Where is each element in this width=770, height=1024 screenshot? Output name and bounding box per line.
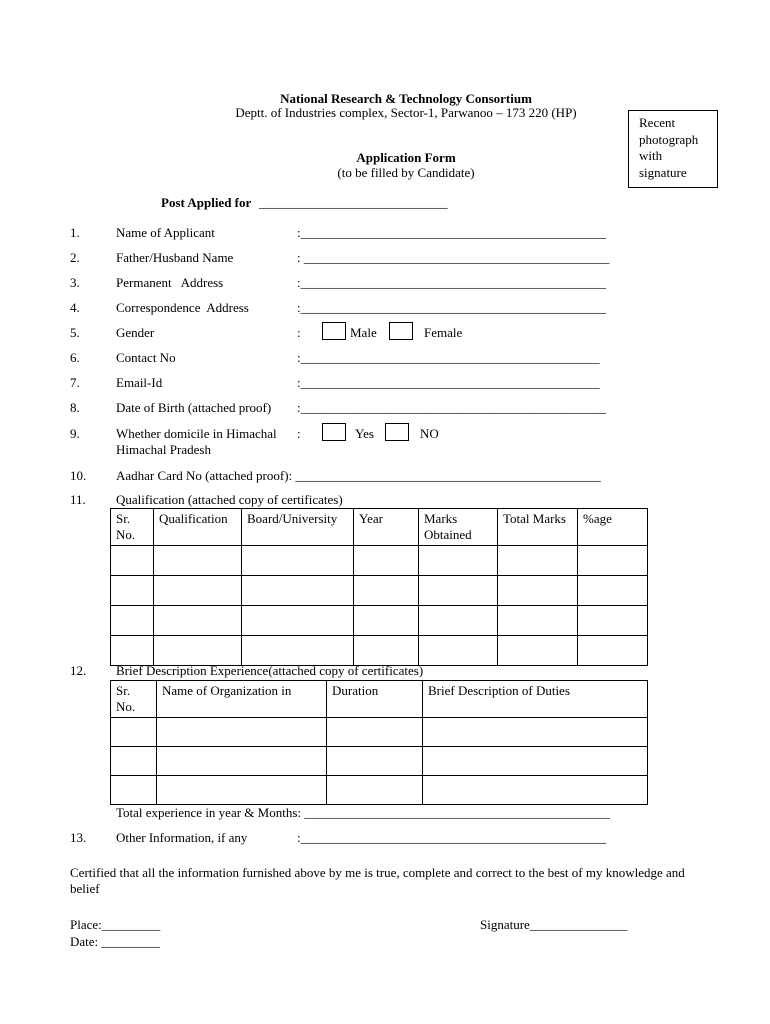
column-header: Qualification (154, 509, 242, 546)
table-cell[interactable] (157, 747, 327, 776)
table-cell[interactable] (498, 606, 578, 636)
table-cell[interactable] (154, 636, 242, 666)
field-number: 5. (70, 325, 80, 340)
field-number: 8. (70, 400, 80, 415)
table-cell[interactable] (419, 576, 498, 606)
table-cell[interactable] (327, 776, 423, 805)
column-header: Sr. No. (111, 509, 154, 546)
column-header: Brief Description of Duties (423, 681, 648, 718)
table-cell[interactable] (423, 718, 648, 747)
table-cell[interactable] (111, 776, 157, 805)
field-number: 10. (70, 468, 87, 483)
domicile-label-line1: Whether domicile in Himachal (116, 426, 277, 441)
table-cell[interactable] (423, 747, 648, 776)
contact-no-label: Contact No (116, 350, 176, 365)
date-of-birth-label: Date of Birth (attached proof) (116, 400, 272, 415)
table-cell[interactable] (498, 576, 578, 606)
table-cell[interactable] (498, 546, 578, 576)
female-checkbox[interactable] (389, 322, 413, 340)
table-header-row (111, 681, 648, 718)
table-cell[interactable] (354, 576, 419, 606)
table-cell[interactable] (154, 576, 242, 606)
male-label: Male (350, 325, 377, 340)
table-cell[interactable] (242, 546, 354, 576)
table-cell[interactable] (578, 636, 648, 666)
table-cell[interactable] (327, 747, 423, 776)
column-header: %age (578, 509, 648, 546)
column-header: Year (354, 509, 419, 546)
yes-label: Yes (355, 426, 374, 441)
column-header: Board/University (242, 509, 354, 546)
table-row (111, 546, 648, 576)
gender-label: Gender (116, 325, 155, 340)
table-cell[interactable] (419, 606, 498, 636)
aadhar-field[interactable]: Aadhar Card No (attached proof): _______________________________________________ (116, 468, 601, 483)
field-number: 9. (70, 426, 80, 441)
name-of-applicant-label: Name of Applicant (116, 225, 215, 240)
domicile-label-line2: Himachal Pradesh (116, 442, 211, 457)
table-cell[interactable] (354, 546, 419, 576)
table-cell[interactable] (354, 636, 419, 666)
table-row (111, 576, 648, 606)
table-cell[interactable] (578, 576, 648, 606)
table-cell[interactable] (242, 576, 354, 606)
table-cell[interactable] (498, 636, 578, 666)
certification-text-line2: belief (70, 881, 100, 896)
table-cell[interactable] (111, 576, 154, 606)
correspondence-address-field[interactable]: :_______________________________________________ (297, 300, 607, 315)
table-row (111, 718, 648, 747)
field-number: 11. (70, 492, 86, 507)
domicile-no-checkbox[interactable] (385, 423, 409, 441)
father-husband-name-label: Father/Husband Name (116, 250, 234, 265)
domicile-yes-checkbox[interactable] (322, 423, 346, 441)
table-cell[interactable] (157, 776, 327, 805)
experience-title: Brief Description Experience(attached copy of certificates) (116, 663, 424, 678)
column-header: Total Marks (498, 509, 578, 546)
other-information-field[interactable]: :_______________________________________________ (297, 830, 607, 845)
column-header: Marks Obtained (419, 509, 498, 546)
contact-no-field[interactable]: :______________________________________________ (297, 350, 600, 365)
table-cell[interactable] (111, 636, 154, 666)
father-husband-name-field[interactable]: : _______________________________________________ (297, 250, 610, 265)
table-row (111, 776, 648, 805)
permanent-address-label: Permanent Address (116, 275, 224, 290)
email-id-field[interactable]: :______________________________________________ (297, 375, 600, 390)
field-number: 13. (70, 830, 87, 845)
correspondence-address-label: Correspondence Address (116, 300, 249, 315)
table-row (111, 636, 648, 666)
table-cell[interactable] (111, 747, 157, 776)
photo-box-label: Recent photograph with signature (639, 115, 699, 180)
female-label: Female (424, 325, 463, 340)
table-cell[interactable] (578, 606, 648, 636)
table-cell[interactable] (423, 776, 648, 805)
table-cell[interactable] (354, 606, 419, 636)
signature-field[interactable]: Signature_______________ (480, 917, 628, 932)
column-header: Duration (327, 681, 423, 718)
name-of-applicant-field[interactable]: :_______________________________________________ (297, 225, 607, 240)
organization-address: Deptt. of Industries complex, Sector-1, Parwanoo – 173 220 (HP) (235, 105, 577, 120)
field-number: 1. (70, 225, 80, 240)
domicile-colon: : (297, 426, 301, 441)
field-number: 2. (70, 250, 80, 265)
gender-colon: : (297, 325, 301, 340)
table-row (111, 747, 648, 776)
field-number: 4. (70, 300, 80, 315)
table-cell[interactable] (154, 606, 242, 636)
table-cell[interactable] (419, 636, 498, 666)
table-cell[interactable] (327, 718, 423, 747)
table-cell[interactable] (111, 606, 154, 636)
table-cell[interactable] (578, 546, 648, 576)
table-cell[interactable] (242, 606, 354, 636)
qualification-table (110, 508, 648, 666)
column-header: Sr. No. (111, 681, 157, 718)
table-cell[interactable] (154, 546, 242, 576)
table-cell[interactable] (111, 546, 154, 576)
field-number: 12. (70, 663, 87, 678)
field-number: 3. (70, 275, 80, 290)
other-information-label: Other Information, if any (116, 830, 248, 845)
qualification-title: Qualification (attached copy of certificates) (116, 492, 343, 507)
email-id-label: Email-Id (116, 375, 163, 390)
field-number: 7. (70, 375, 80, 390)
experience-table (110, 680, 648, 805)
certification-text-line1: Certified that all the information furnished above by me is true, complete and correct to the best of my knowledge and (70, 865, 685, 880)
form-subtitle: (to be filled by Candidate) (337, 165, 475, 180)
organization-name: National Research & Technology Consortium (280, 91, 532, 106)
column-header: Name of Organization in (157, 681, 327, 718)
table-cell[interactable] (242, 636, 354, 666)
form-title: Application Form (356, 150, 456, 165)
table-cell[interactable] (157, 718, 327, 747)
date-of-birth-field[interactable]: :_______________________________________________ (297, 400, 607, 415)
male-checkbox[interactable] (322, 322, 346, 340)
no-label: NO (420, 426, 439, 441)
date-field[interactable]: Date: _________ (70, 934, 160, 949)
table-cell[interactable] (111, 718, 157, 747)
table-header-row (111, 509, 648, 546)
total-experience-field[interactable]: Total experience in year & Months: _______________________________________________ (116, 805, 610, 820)
table-row (111, 606, 648, 636)
field-number: 6. (70, 350, 80, 365)
permanent-address-field[interactable]: :_______________________________________________ (297, 275, 607, 290)
post-applied-label: Post Applied for (161, 195, 252, 210)
photo-box[interactable] (628, 110, 718, 188)
place-field[interactable]: Place:_________ (70, 917, 161, 932)
post-applied-field[interactable]: _____________________________ (259, 195, 448, 210)
table-cell[interactable] (419, 546, 498, 576)
